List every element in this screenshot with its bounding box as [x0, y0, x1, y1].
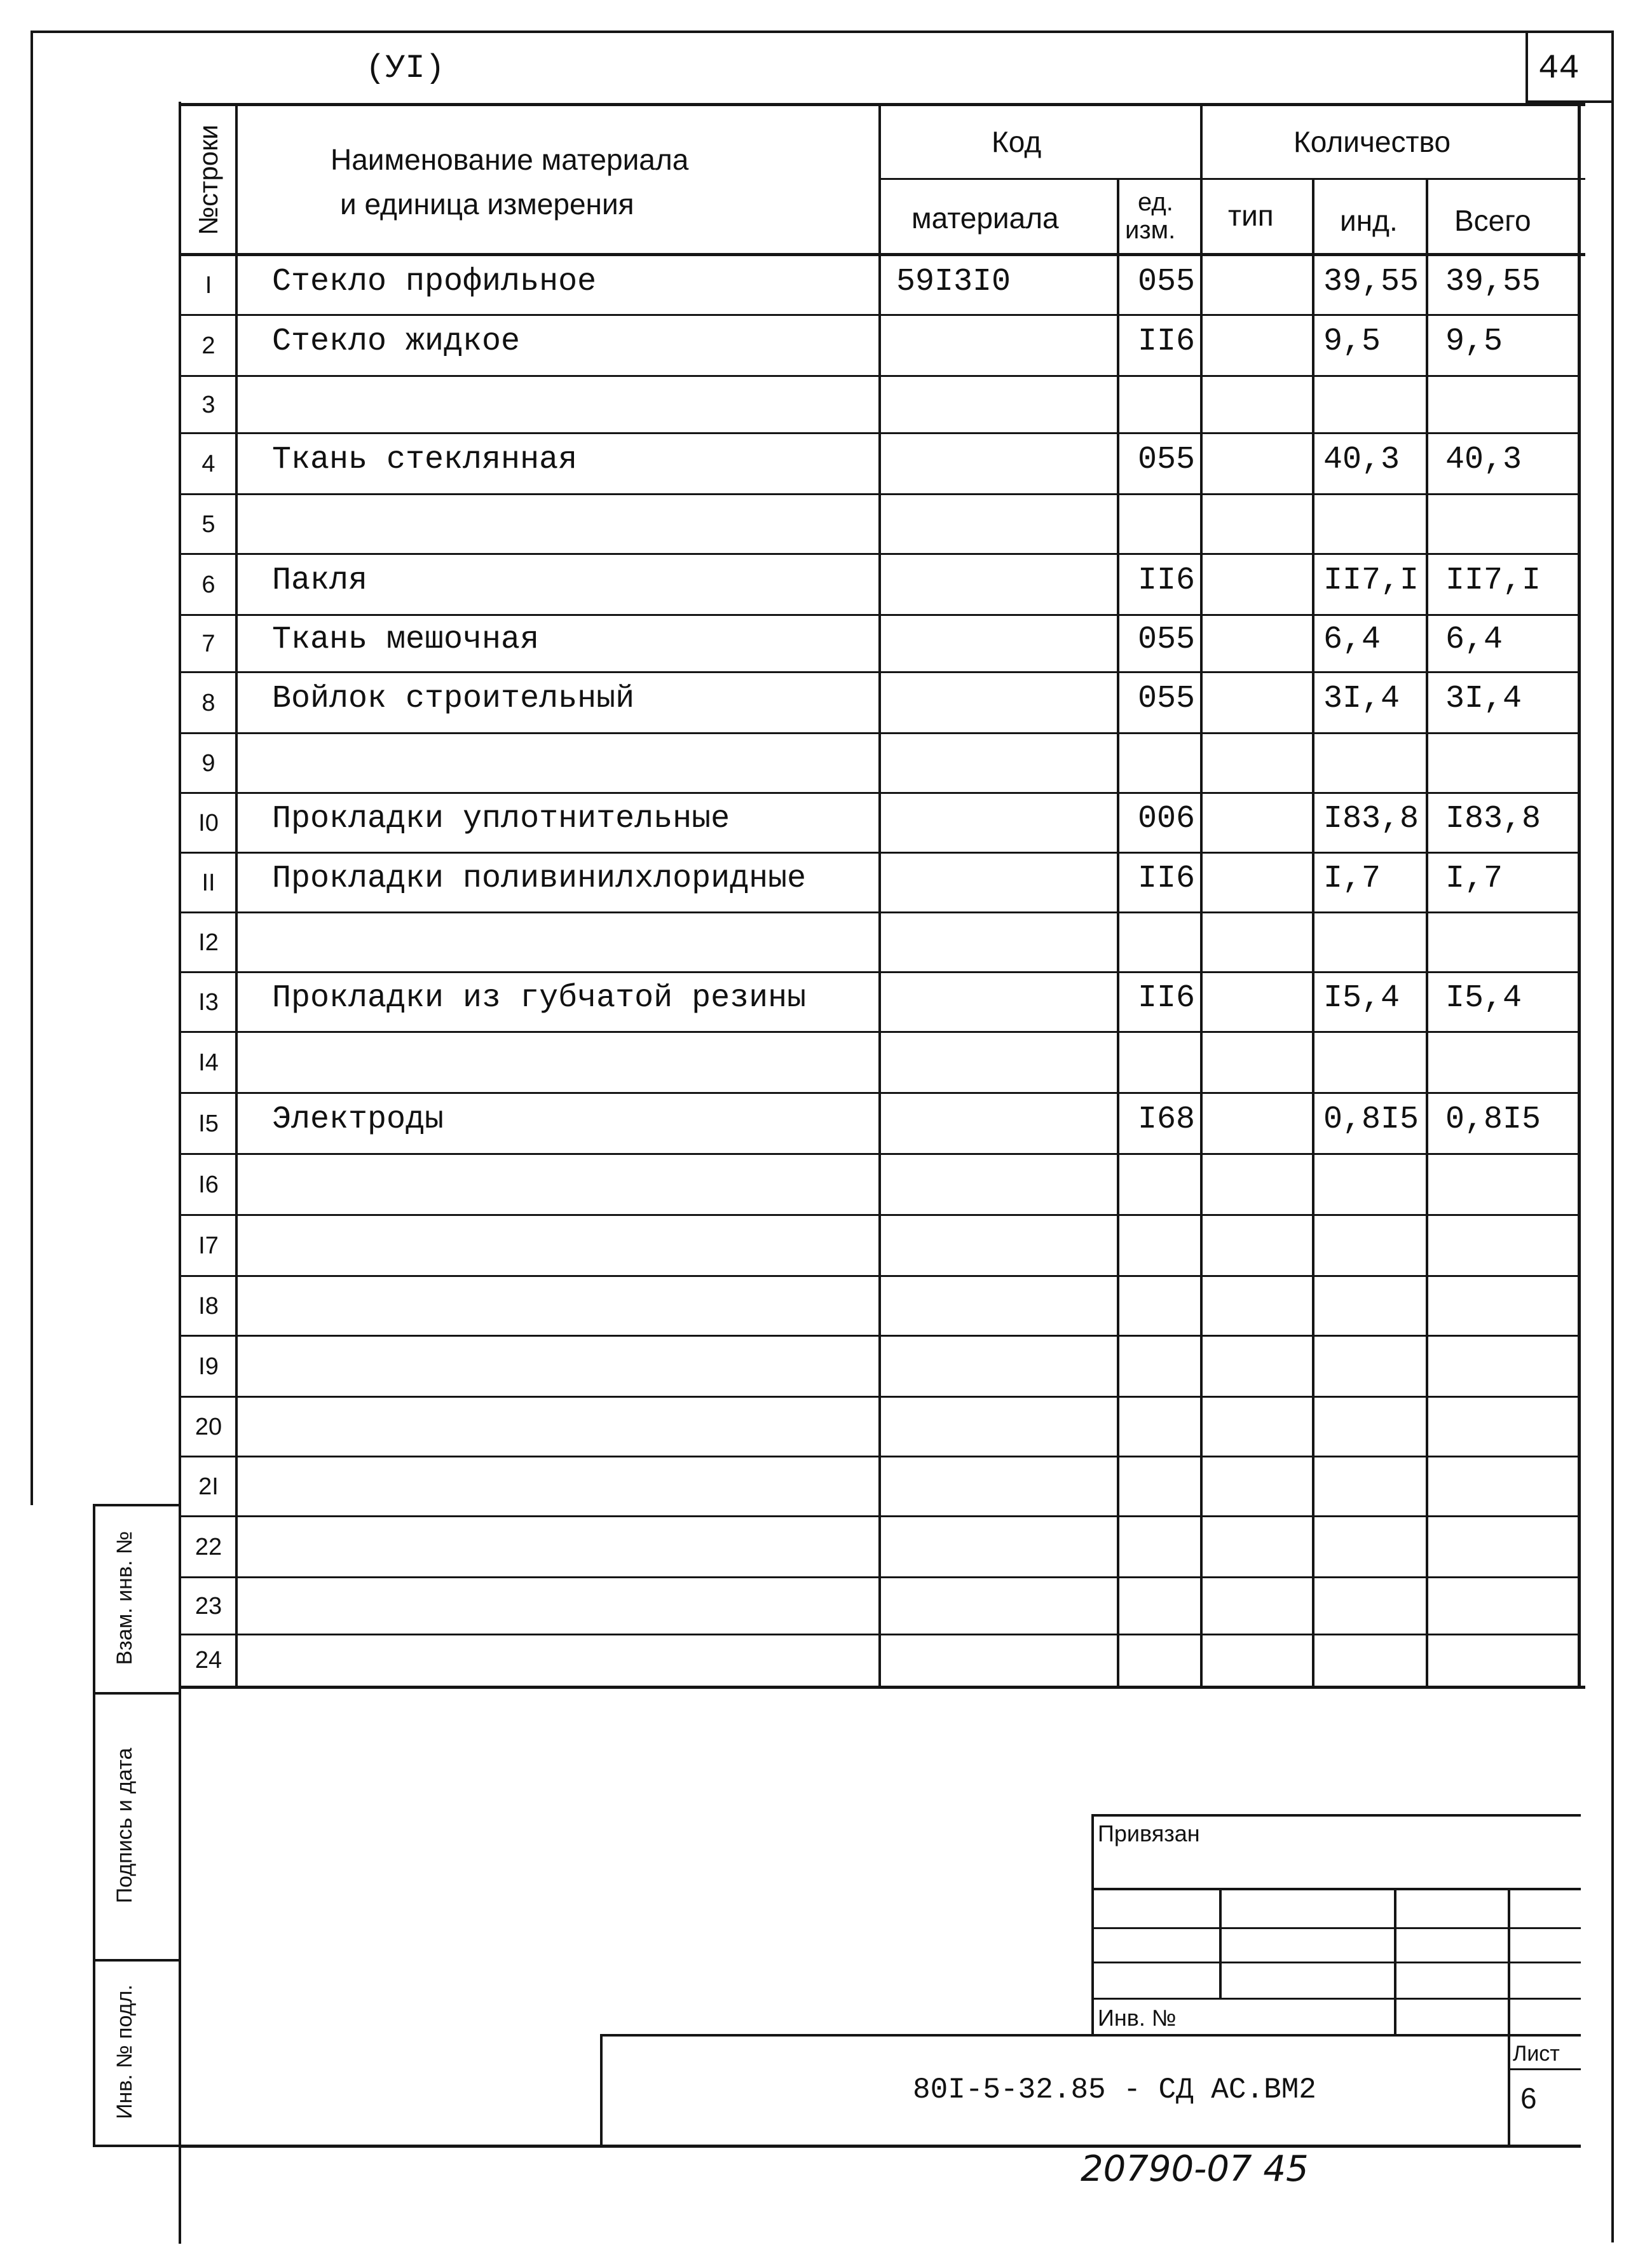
row-quantity-ind: 40,3 [1323, 442, 1400, 478]
row-quantity-ind: I83,8 [1323, 801, 1419, 837]
row-number: I4 [198, 1049, 219, 1076]
tb-col-line-2 [1394, 1888, 1396, 2035]
row-unit-code [1120, 1578, 1199, 1635]
row-unit-code: II6 [1137, 861, 1195, 897]
row-quantity-ind [1314, 1517, 1424, 1578]
col-name-right [878, 103, 881, 1689]
header-unit-line2: изм. [1125, 216, 1176, 244]
tb-sheet-divider [1508, 2068, 1581, 2070]
row-quantity-ind [1314, 734, 1424, 793]
row-quantity-ind [1314, 1457, 1424, 1517]
row-quantity-ind [1314, 1032, 1424, 1093]
row-material-code [896, 853, 1112, 913]
header-individual: инд. [1340, 204, 1398, 237]
row-quantity-ind [1314, 1397, 1424, 1457]
row-unit-code: I68 [1137, 1102, 1195, 1138]
row-unit-code: II6 [1137, 563, 1195, 599]
row-quantity-total: II7,I [1445, 563, 1541, 599]
row-material-name: Ткань мешочная [272, 622, 540, 658]
row-quantity-ind: 3I,4 [1323, 681, 1400, 717]
header-type: тип [1228, 199, 1274, 232]
row-number: I3 [198, 989, 219, 1016]
row-unit-code [1120, 1276, 1199, 1336]
row-unit-code [1120, 1154, 1199, 1215]
row-quantity-ind [1314, 1215, 1424, 1276]
row-material-name [272, 913, 876, 972]
table-bottom-border [181, 1686, 1585, 1689]
row-material-name: Прокладки из губчатой резины [272, 980, 807, 1016]
row-material-code [896, 1276, 1112, 1336]
row-number: I6 [198, 1171, 219, 1198]
row-number: I [205, 272, 212, 299]
side-stamp-left-line [93, 1505, 95, 2146]
row-number: 2 [201, 332, 215, 359]
row-material-code [896, 495, 1112, 554]
row-quantity-ind [1314, 913, 1424, 972]
row-material-code [896, 615, 1112, 672]
row-material-code [896, 1154, 1112, 1215]
side-stamp-signature-date: Подпись и дата [113, 1747, 137, 1904]
row-material-name: Стекло профильное [272, 264, 597, 300]
tb-col-line-3 [1508, 1888, 1510, 2035]
row-quantity-total [1429, 1397, 1576, 1457]
row-quantity-total: 0,8I5 [1445, 1102, 1541, 1138]
row-quantity-total [1429, 1154, 1576, 1215]
row-material-code [896, 672, 1112, 734]
row-material-code: 59I3I0 [896, 264, 1011, 300]
table-right-border [1578, 103, 1581, 1689]
row-unit-code [1120, 1336, 1199, 1397]
side-stamp-replace-inv: Взам. инв. № [113, 1531, 137, 1665]
frame-left-line [31, 31, 33, 1505]
tb-inv-label: Инв. № [1098, 2005, 1177, 2031]
tb-sheet-left [1508, 2034, 1510, 2147]
row-quantity-total [1429, 913, 1576, 972]
row-quantity-ind [1314, 376, 1424, 433]
frame-top-line [31, 31, 1613, 33]
row-quantity-ind [1314, 495, 1424, 554]
row-number: I7 [198, 1232, 219, 1259]
row-quantity-ind [1314, 1578, 1424, 1635]
row-material-name [272, 1635, 876, 1686]
col-code-right [1117, 178, 1119, 1689]
row-material-name: Пакля [272, 563, 368, 599]
tb-main-top [600, 2034, 1581, 2037]
row-quantity-ind [1314, 1154, 1424, 1215]
row-number: I8 [198, 1293, 219, 1320]
row-material-name [272, 734, 876, 793]
row-quantity-total [1429, 1032, 1576, 1093]
col-unit-right [1200, 103, 1203, 1689]
row-quantity-ind: I,7 [1323, 861, 1381, 897]
row-material-name: Ткань стеклянная [272, 442, 578, 478]
row-material-code [896, 376, 1112, 433]
header-line-no: №строки [193, 125, 223, 235]
header-name-line2: и единица измерения [340, 188, 634, 221]
row-material-name: Войлок строительный [272, 681, 635, 717]
row-number: 23 [195, 1593, 222, 1620]
row-unit-code [1120, 495, 1199, 554]
tb-main-left [600, 2034, 603, 2147]
row-material-code [896, 1635, 1112, 1686]
row-number: 20 [195, 1414, 222, 1440]
side-stamp-original-inv: Инв. № подл. [113, 1984, 137, 2119]
frame-right-line [1611, 31, 1614, 2242]
row-material-name: Стекло жидкое [272, 324, 521, 360]
row-material-name [272, 495, 876, 554]
row-material-name [272, 1578, 876, 1635]
row-material-name [272, 1154, 876, 1215]
row-number: 7 [201, 631, 215, 657]
row-quantity-total: 6,4 [1445, 622, 1503, 658]
row-quantity-total [1429, 1215, 1576, 1276]
col-ind-right [1426, 178, 1428, 1689]
row-quantity-total [1429, 1276, 1576, 1336]
row-quantity-ind: I5,4 [1323, 980, 1400, 1016]
row-quantity-total: 39,55 [1445, 264, 1541, 300]
row-material-name: Электроды [272, 1102, 444, 1138]
tb-col-line-1 [1219, 1888, 1222, 2000]
row-material-code [896, 1457, 1112, 1517]
col-line-no-right [235, 103, 238, 1689]
page-number-box-left [1526, 31, 1528, 102]
row-unit-code [1120, 913, 1199, 972]
row-material-code [896, 1093, 1112, 1154]
row-quantity-total [1429, 376, 1576, 433]
row-material-code [896, 1032, 1112, 1093]
tb-attached-label: Привязан [1098, 1820, 1200, 1846]
row-unit-code [1120, 1032, 1199, 1093]
tb-designation: 80I-5-32.85 - СД АС.ВМ2 [913, 2073, 1316, 2106]
row-material-name: Прокладки уплотнительные [272, 801, 730, 837]
page-number: 44 [1538, 50, 1580, 88]
row-material-name [272, 1032, 876, 1093]
side-stamp-divider-2 [93, 1959, 181, 1962]
row-number: 3 [201, 392, 215, 418]
row-number: I2 [198, 929, 219, 956]
row-number: 4 [201, 451, 215, 477]
row-material-name [272, 1457, 876, 1517]
row-unit-code [1120, 734, 1199, 793]
row-quantity-ind: 6,4 [1323, 622, 1381, 658]
row-quantity-total: I,7 [1445, 861, 1503, 897]
row-number: 22 [195, 1534, 222, 1560]
row-material-code [896, 734, 1112, 793]
row-quantity-total [1429, 1578, 1576, 1635]
row-quantity-ind [1314, 1276, 1424, 1336]
header-sub-line [878, 178, 1585, 180]
row-quantity-ind: 0,8I5 [1323, 1102, 1419, 1138]
sheet-marker: (УI) [365, 50, 445, 87]
row-material-code [896, 1397, 1112, 1457]
row-quantity-total [1429, 734, 1576, 793]
row-quantity-total: I83,8 [1445, 801, 1541, 837]
row-material-code [896, 554, 1112, 615]
tb-main-bottom [181, 2145, 1581, 2148]
tb-sheet-number: 6 [1520, 2082, 1537, 2115]
row-unit-code: 055 [1137, 622, 1195, 658]
tb-sheet-label: Лист [1513, 2042, 1560, 2066]
row-number: I9 [198, 1353, 219, 1380]
row-material-code [896, 1517, 1112, 1578]
footer-stamp: 20790-07 45 [1081, 2148, 1309, 2190]
row-number: I5 [198, 1110, 219, 1137]
row-number: I0 [198, 810, 219, 836]
row-quantity-total [1429, 1635, 1576, 1686]
header-unit-line1: ед. [1138, 188, 1173, 216]
row-quantity-total [1429, 495, 1576, 554]
row-unit-code: 006 [1137, 801, 1195, 837]
row-number: 2I [198, 1473, 219, 1500]
row-quantity-total: 3I,4 [1445, 681, 1522, 717]
table-top-border [181, 103, 1585, 106]
row-quantity-total [1429, 1517, 1576, 1578]
row-material-name [272, 1397, 876, 1457]
row-material-name [272, 1276, 876, 1336]
row-unit-code [1120, 1397, 1199, 1457]
row-unit-code [1120, 1457, 1199, 1517]
row-quantity-total: 9,5 [1445, 324, 1503, 360]
header-code: Код [992, 125, 1042, 158]
row-unit-code [1120, 1517, 1199, 1578]
row-quantity-total: 40,3 [1445, 442, 1522, 478]
row-material-code [896, 793, 1112, 853]
row-quantity-ind: 39,55 [1323, 264, 1419, 300]
header-name-line1: Наименование материала [331, 143, 689, 176]
row-number: 6 [201, 571, 215, 598]
row-quantity-total [1429, 1336, 1576, 1397]
row-number: 8 [201, 690, 215, 716]
row-material-name [272, 1517, 876, 1578]
row-material-code [896, 315, 1112, 376]
row-material-name [272, 376, 876, 433]
row-quantity-ind [1314, 1635, 1424, 1686]
row-number: 5 [201, 511, 215, 538]
row-unit-code: II6 [1137, 980, 1195, 1016]
row-material-code [896, 972, 1112, 1032]
header-total: Всего [1454, 204, 1531, 237]
row-unit-code: 055 [1137, 681, 1195, 717]
row-material-name: Прокладки поливинилхлоридные [272, 861, 807, 897]
row-material-code [896, 1215, 1112, 1276]
row-quantity-ind [1314, 1336, 1424, 1397]
header-material: материала [911, 201, 1059, 235]
inner-left-line [179, 102, 181, 2244]
row-number: II [201, 870, 215, 896]
row-unit-code: 055 [1137, 442, 1195, 478]
row-material-name [272, 1215, 876, 1276]
row-unit-code [1120, 376, 1199, 433]
row-material-code [896, 913, 1112, 972]
row-quantity-total [1429, 1457, 1576, 1517]
row-material-code [896, 1336, 1112, 1397]
tb-attached-top [1091, 1814, 1581, 1817]
side-stamp-bottom-line [93, 2145, 181, 2147]
row-unit-code: 055 [1137, 264, 1195, 300]
row-quantity-total: I5,4 [1445, 980, 1522, 1016]
row-quantity-ind: II7,I [1323, 563, 1419, 599]
header-quantity: Количество [1294, 125, 1451, 158]
row-number: 9 [201, 750, 215, 777]
row-quantity-ind: 9,5 [1323, 324, 1381, 360]
row-material-name [272, 1336, 876, 1397]
row-unit-code [1120, 1635, 1199, 1686]
row-number: 24 [195, 1647, 222, 1674]
tb-attached-left [1091, 1814, 1094, 2037]
row-unit-code [1120, 1215, 1199, 1276]
row-material-code [896, 433, 1112, 495]
row-unit-code: II6 [1137, 324, 1195, 360]
row-material-code [896, 1578, 1112, 1635]
